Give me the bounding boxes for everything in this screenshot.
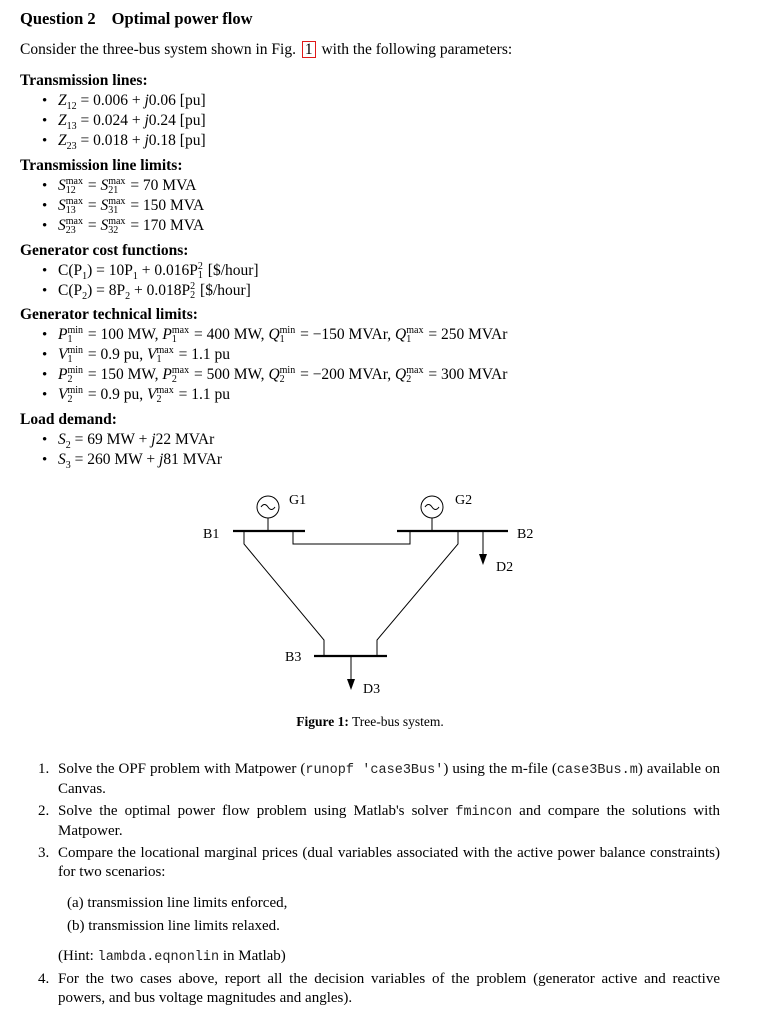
load-d2-arrow-icon	[479, 554, 487, 565]
section-heading-gen-limits: Generator technical limits:	[20, 306, 198, 323]
list-item: • $Z_{13} = 0.024 + j0.24$ [pu]	[42, 111, 206, 131]
figure-reference-link[interactable]: 1	[302, 41, 316, 58]
list-item: • P min 1 = 100 MW, P max 1 = 400 MW, Q min 1 = −150 MVAr, Q max 1 = 250 MVAr	[42, 325, 507, 345]
list-item: • P min 2 = 150 MW, P max 2 = 500 MW, Q min 2 = −200 MVAr, Q max 2 = 300 MVAr	[42, 365, 507, 385]
list-item: • $Z_{23} = 0.018 + j0.18$ [pu]	[42, 131, 206, 151]
section-heading-limits: Transmission line limits:	[20, 157, 183, 174]
label-b2: B2	[517, 527, 534, 542]
label-d2: D2	[496, 560, 514, 575]
list-item: • V min 1 = 0.9 pu, V max 1 = 1.1 pu	[42, 345, 507, 365]
label-g2: G2	[455, 493, 473, 508]
intro-text-end: with the following parameters:	[321, 41, 513, 58]
section-heading-lines: Transmission lines:	[20, 72, 148, 89]
section-heading-load: Load demand:	[20, 411, 117, 428]
list-item: • $Z_{12} = 0.006 + j0.06$ [pu]	[42, 91, 206, 111]
list-item: • S max 12 = S max 21 = 70 MVA	[42, 176, 204, 196]
list-item: • S max 23 = S max 32 = 170 MVA	[42, 216, 204, 236]
question-number: Question 2	[20, 9, 96, 28]
label-g1: G1	[289, 493, 307, 508]
caption-label: Figure 1:	[296, 714, 349, 729]
hint: (Hint: lambda.eqnonlin in Matlab)	[58, 948, 286, 965]
subtask-b: (b) transmission line limits relaxed.	[67, 918, 280, 934]
intro-text: Consider the three-bus system shown in Fig.	[20, 41, 296, 58]
line-1-2	[293, 531, 410, 544]
list-item: • $S_3 = 260$ MW + j81 MVAr	[42, 450, 222, 470]
label-b3: B3	[285, 650, 302, 665]
section-heading-costs: Generator cost functions:	[20, 242, 189, 259]
list-item: • $C(P_1) = 10P_1 + 0.016P$ 2 1 [$/hour]	[42, 261, 259, 281]
subtask-a: (a) transmission line limits enforced,	[67, 895, 288, 911]
figure-caption	[0, 714, 740, 730]
caption-text: Tree-bus system.	[352, 714, 444, 729]
line-1-3	[244, 531, 324, 656]
question-heading: Optimal power flow	[111, 9, 253, 28]
load-d3-arrow-icon	[347, 679, 355, 690]
list-item: • V min 2 = 0.9 pu, V max 2 = 1.1 pu	[42, 385, 507, 405]
line-2-3	[377, 531, 458, 656]
label-d3: D3	[363, 682, 381, 697]
list-item: • S max 13 = S max 31 = 150 MVA	[42, 196, 204, 216]
list-item: • $C(P_2) = 8P_2 + 0.018P$ 2 2 [$/hour]	[42, 281, 259, 301]
list-item: • $S_2 = 69$ MW + j22 MVAr	[42, 430, 222, 450]
label-b1: B1	[203, 527, 220, 542]
